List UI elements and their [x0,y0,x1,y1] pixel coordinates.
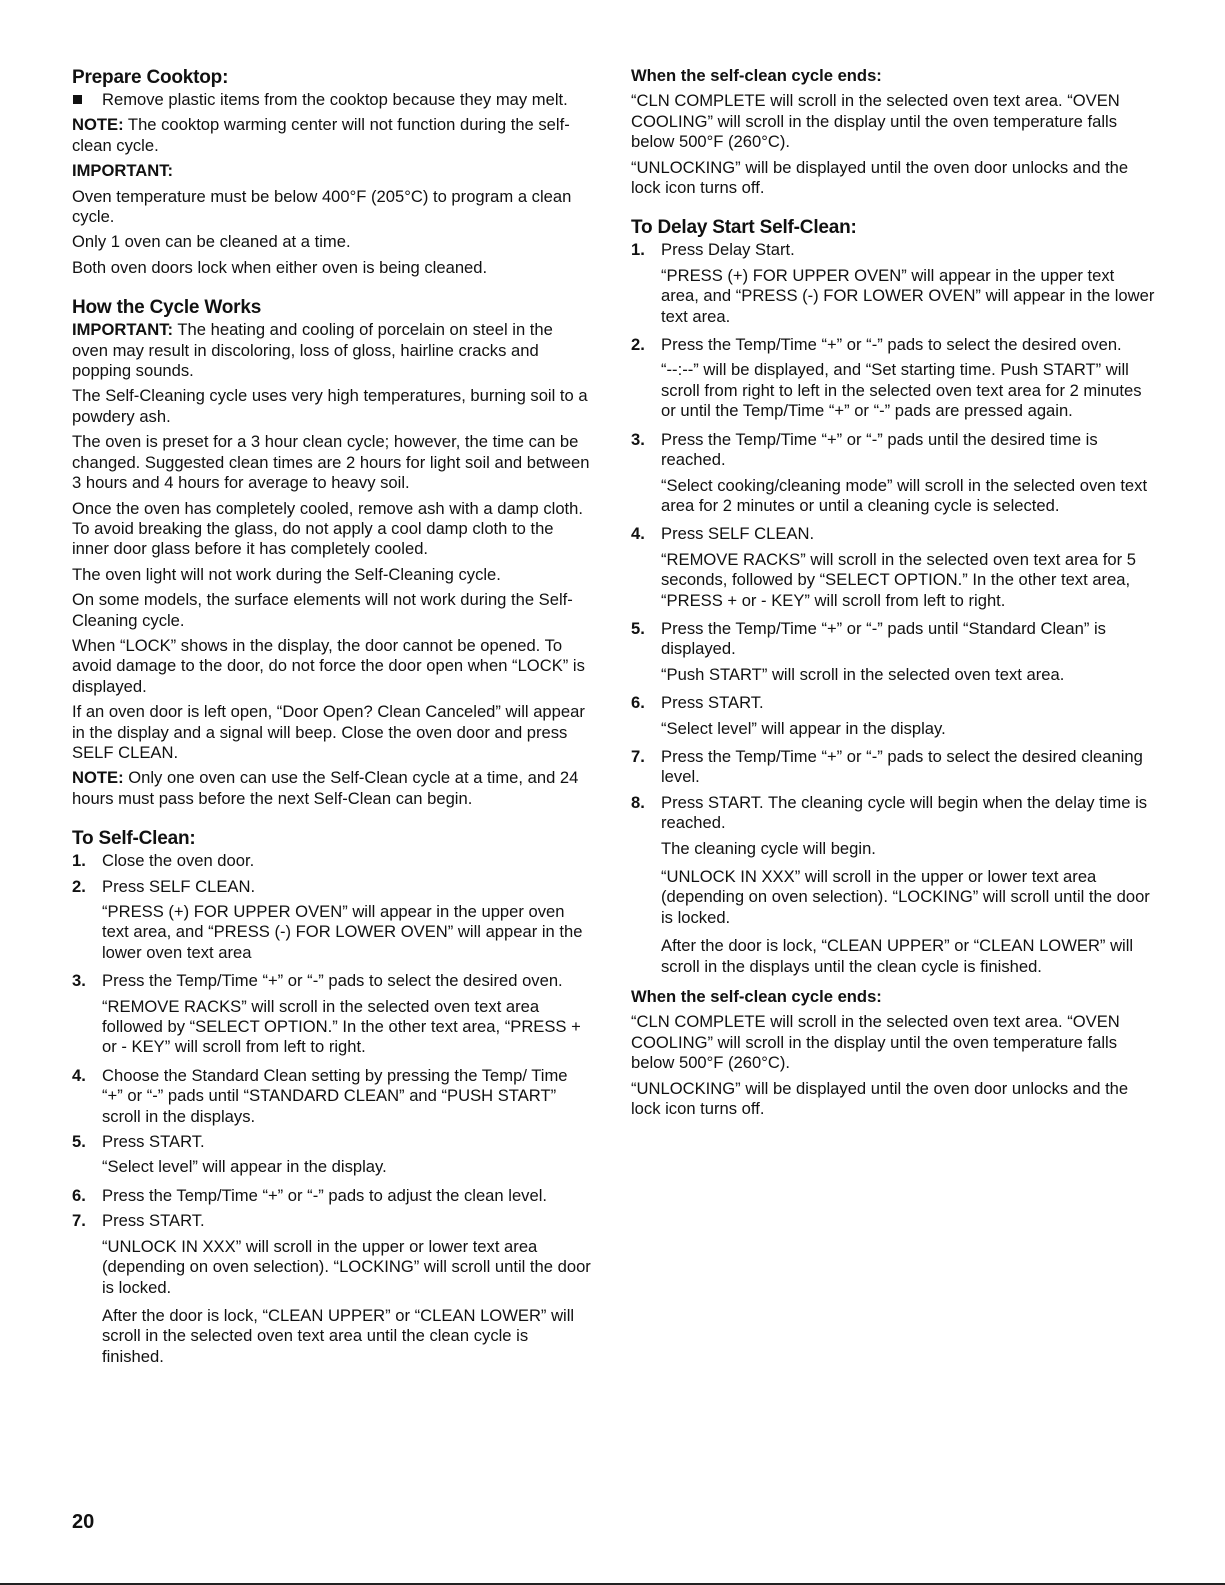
step-detail: “Select cooking/cleaning mode” will scroll in the selected oven text area for 2 minutes or until a cleaning cycle is selected. [661,475,1148,515]
step-detail: “Push START” will scroll in the selected oven text area. [661,664,1065,684]
important-heading: IMPORTANT: [72,161,174,181]
step-text: Press the Temp/Time “+” or “-” pads to select the desired oven. [661,335,1122,355]
step-number: 7. [631,746,645,766]
step-detail: The cleaning cycle will begin. [661,838,876,858]
step-detail: After the door is lock, “CLEAN UPPER” or “CLEAN LOWER” will scroll in the displays until the clean cycle is finished. [661,936,1134,976]
how-paragraph: The oven light will not work during the Self-Cleaning cycle. [72,564,501,584]
important-text: The heating and cooling of porcelain on steel in the oven may result in discoloring, loss of gloss, hairline cracks and popping sounds. [72,320,553,381]
list-item [631,693,1156,713]
prepare-bullet-text: Remove plastic items from the cooktop because they may melt. [102,90,568,109]
step-text: Press the Temp/Time “+” or “-” pads to adjust the clean level. [102,1185,547,1205]
step-text: Choose the Standard Clean setting by pressing the Temp/ Time “+” or “-” pads until “STANDARD CLEAN” and “PUSH START” scroll in the displays. [102,1065,568,1126]
important-paragraph: Oven temperature must be below 400°F (205°C) to program a clean cycle. [72,186,572,227]
step-text: Press SELF CLEAN. [102,876,256,896]
step-number: 8. [631,792,645,812]
important-paragraph: Both oven doors lock when either oven is being cleaned. [72,257,488,277]
step-text: Press START. The cleaning cycle will begin when the delay time is reached. [661,792,1148,833]
square-bullet-icon [73,95,82,104]
step-detail: “UNLOCK IN XXX” will scroll in the upper or lower text area (depending on oven selection). “LOCKING” will scroll until the door is locked. [102,1236,591,1297]
how-paragraph: The oven is preset for a 3 hour clean cycle; however, the time can be changed. Suggested clean times are 2 hours for light soil and between 3 hours and 4 hours for average to heavy soil. [72,432,590,493]
step-detail: “--:--” will be displayed, and “Set starting time. Push START” will scroll from right to left in the selected oven text area for 2 minutes or until the Temp/Time “+” or “-” pads are pressed again. [661,360,1142,421]
note-text: Only one oven can use the Self-Clean cycle at a time, and 24 hours must pass before the next Self-Clean can begin. [72,768,579,808]
step-text: Press START. [102,1211,205,1231]
step-detail: “PRESS (+) FOR UPPER OVEN” will appear in the upper oven text area, and “PRESS (-) FOR LOWER OVEN” will appear in the lower oven text area [102,902,583,962]
step-number: 7. [72,1211,86,1231]
prepare-cooktop-heading: Prepare Cooktop: [72,67,229,88]
list-item [631,335,1156,355]
step-number: 6. [631,693,645,713]
page-number: 20 [72,1511,95,1533]
list-item [72,1066,592,1127]
how-paragraph: When “LOCK” shows in the display, the door cannot be opened. To avoid damage to the door, do not force the door open when “LOCK” is displayed. [72,635,585,696]
delay-start-heading: To Delay Start Self-Clean: [631,217,857,239]
cycle-ends-paragraph: “UNLOCKING” will be displayed until the oven door unlocks and the lock icon turns off. [631,157,1129,198]
step-text: Press START. [102,1132,205,1152]
delay-start-steps [631,240,1156,977]
how-paragraphs [72,386,592,763]
prepare-bullet-item [72,90,592,110]
important-paragraph: Only 1 oven can be cleaned at a time. [72,232,351,252]
step-number: 3. [631,429,645,449]
list-item [631,524,1156,544]
step-text: Press Delay Start. [661,240,795,260]
note-label: NOTE: [72,768,124,788]
how-paragraph: Once the oven has completely cooled, remove ash with a damp cloth. To avoid breaking the glass, do not apply a cool damp cloth to the inner door glass before it has completely cooled. [72,498,583,559]
list-item [631,430,1156,471]
self-clean-steps [72,851,592,1367]
step-number: 5. [631,618,645,638]
list-item [631,619,1156,660]
step-number: 4. [72,1065,86,1085]
cycle-ends-heading: When the self-clean cycle ends: [631,987,882,1007]
to-self-clean-heading: To Self-Clean: [72,828,196,850]
list-item [72,1186,592,1206]
how-paragraph: If an oven door is left open, “Door Open? Clean Canceled” will appear in the display and a signal will beep. Close the oven door and press SELF CLEAN. [72,702,585,762]
list-item [72,1132,592,1152]
note-cooktop [72,115,592,156]
step-detail: “REMOVE RACKS” will scroll in the selected oven text area followed by “SELECT OPTION.” In the other text area, “PRESS + or - KEY” will scroll from left to right. [102,996,581,1057]
list-item [72,971,592,991]
list-item [631,747,1156,788]
how-cycle-works-heading: How the Cycle Works [72,297,262,319]
step-number: 5. [72,1132,86,1152]
cycle-ends-paragraph: “CLN COMPLETE will scroll in the selected oven text area. “OVEN COOLING” will scroll in the display until the oven temperature falls below 500°F (260°C). [631,1012,1120,1073]
step-detail: “Select level” will appear in the display. [102,1157,387,1177]
list-item [631,793,1156,834]
step-detail: “REMOVE RACKS” will scroll in the selected oven text area for 5 seconds, followed by “SELECT OPTION.” In the other text area, “PRESS + or - KEY” will scroll from left to right. [661,549,1136,610]
list-item [72,877,592,897]
step-text: Press START. [661,693,764,713]
step-number: 1. [72,851,86,871]
note-text: The cooktop warming center will not function during the self-clean cycle. [72,115,570,155]
step-text: Close the oven door. [102,851,255,871]
note-label: NOTE: [72,115,124,135]
step-text: Press the Temp/Time “+” or “-” pads until “Standard Clean” is displayed. [661,618,1106,659]
cycle-ends-paragraph: “CLN COMPLETE will scroll in the selected oven text area. “OVEN COOLING” will scroll in the display until the oven temperature falls below 500°F (260°C). [631,91,1120,152]
step-detail: After the door is lock, “CLEAN UPPER” or “CLEAN LOWER” will scroll in the selected oven text area until the clean cycle is finished. [102,1305,575,1366]
step-number: 2. [72,876,86,896]
step-detail: “Select level” will appear in the display. [661,718,946,738]
step-number: 1. [631,240,645,260]
step-text: Press the Temp/Time “+” or “-” pads to select the desired cleaning level. [661,746,1143,787]
list-item [72,851,592,871]
right-column [631,66,1156,1124]
step-number: 2. [631,335,645,355]
step-text: Press SELF CLEAN. [661,524,815,544]
how-paragraph: On some models, the surface elements will not work during the Self-Cleaning cycle. [72,590,573,630]
step-detail: “PRESS (+) FOR UPPER OVEN” will appear in the upper text area, and “PRESS (-) FOR LOWER OVEN” will appear in the lower text area. [661,265,1155,326]
cycle-ends-heading: When the self-clean cycle ends: [631,66,882,85]
how-paragraph: The Self-Cleaning cycle uses very high temperatures, burning soil to a powdery ash. [72,386,588,426]
step-text: Press the Temp/Time “+” or “-” pads to select the desired oven. [102,971,563,991]
list-item [72,1211,592,1231]
important-label: IMPORTANT: [72,320,174,340]
step-number: 4. [631,524,645,544]
step-number: 6. [72,1185,86,1205]
step-text: Press the Temp/Time “+” or “-” pads until the desired time is reached. [661,429,1098,470]
left-column [72,66,592,1375]
how-important-paragraph [72,320,592,381]
note-one-oven [72,768,592,809]
step-detail: “UNLOCK IN XXX” will scroll in the upper or lower text area (depending on oven selection). “LOCKING” will scroll until the door is locked. [661,867,1150,927]
step-number: 3. [72,971,86,991]
list-item [631,240,1156,260]
cycle-ends-paragraph: “UNLOCKING” will be displayed until the oven door unlocks and the lock icon turns off. [631,1078,1129,1119]
